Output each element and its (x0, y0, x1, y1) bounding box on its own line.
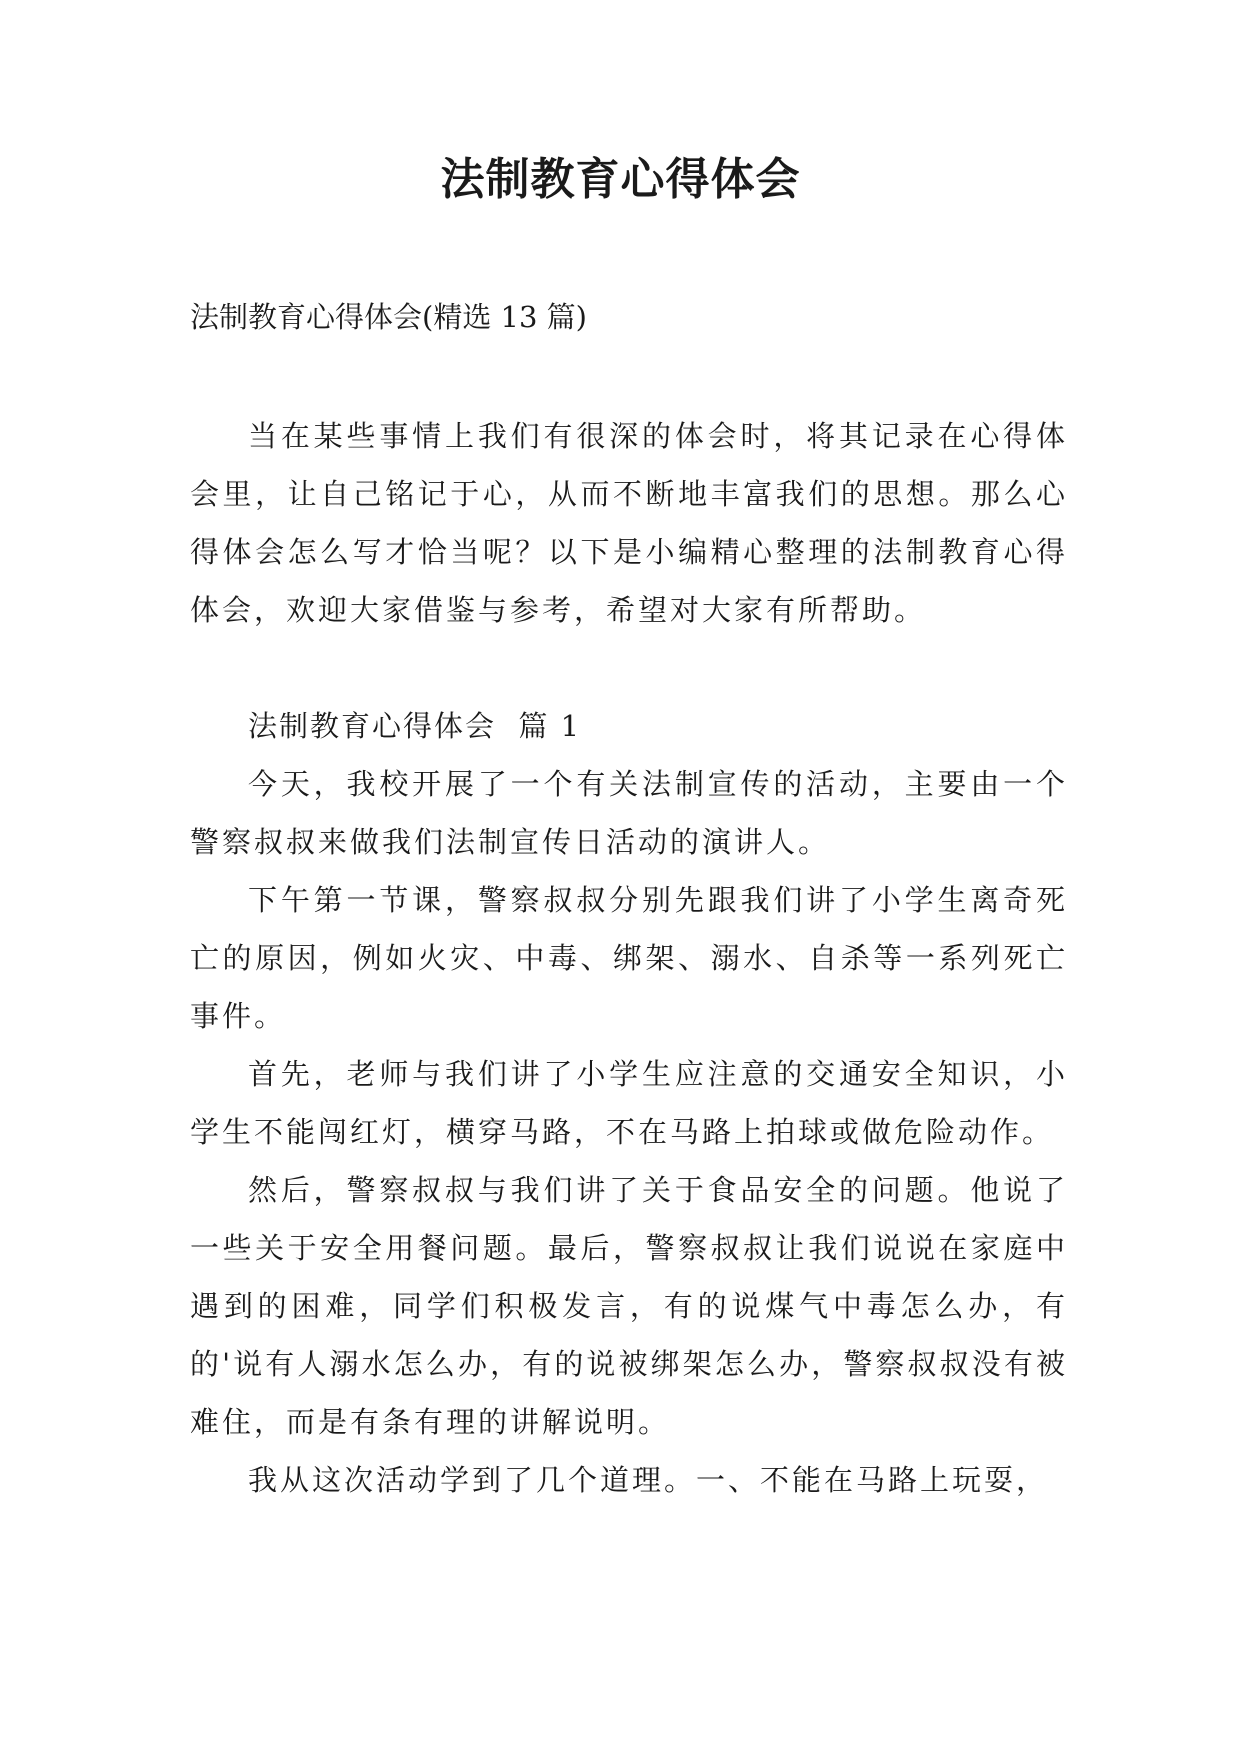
document-subtitle: 法制教育心得体会(精选 13 篇) (190, 300, 587, 334)
body-paragraph-5: 我从这次活动学到了几个道理。一、不能在马路上玩耍， (248, 1463, 1049, 1497)
body-paragraph-4: 然后，警察叔叔与我们讲了关于食品安全的问题。他说了一些关于安全用餐问题。最后，警察叔叔让我们说说在家庭中遇到的困难，同学们积极发言，有的说煤气中毒怎么办，有的'说有人溺水怎么办，有的说被绑架怎么办，警察叔叔没有被难住，而是有条有理的讲解说明。 (190, 1173, 1068, 1439)
body-paragraph-3: 首先，老师与我们讲了小学生应注意的交通安全知识，小学生不能闯红灯，横穿马路，不在马路上拍球或做危险动作。 (190, 1057, 1068, 1149)
document-title: 法制教育心得体会 (440, 154, 801, 205)
section-heading: 法制教育心得体会 篇 1 (248, 709, 582, 743)
body-paragraph-1: 今天，我校开展了一个有关法制宣传的活动，主要由一个警察叔叔来做我们法制宣传日活动的演讲人。 (190, 767, 1068, 859)
document-body (190, 407, 1068, 1509)
body-paragraph-2: 下午第一节课，警察叔叔分别先跟我们讲了小学生离奇死亡的原因，例如火灾、中毒、绑架、溺水、自杀等一系列死亡事件。 (190, 883, 1068, 1033)
intro-paragraph: 当在某些事情上我们有很深的体会时，将其记录在心得体会里，让自己铭记于心，从而不断地丰富我们的思想。那么心得体会怎么写才恰当呢？以下是小编精心整理的法制教育心得体会，欢迎大家借鉴与参考，希望对大家有所帮助。 (190, 419, 1068, 627)
paragraph-spacer (190, 639, 1068, 697)
